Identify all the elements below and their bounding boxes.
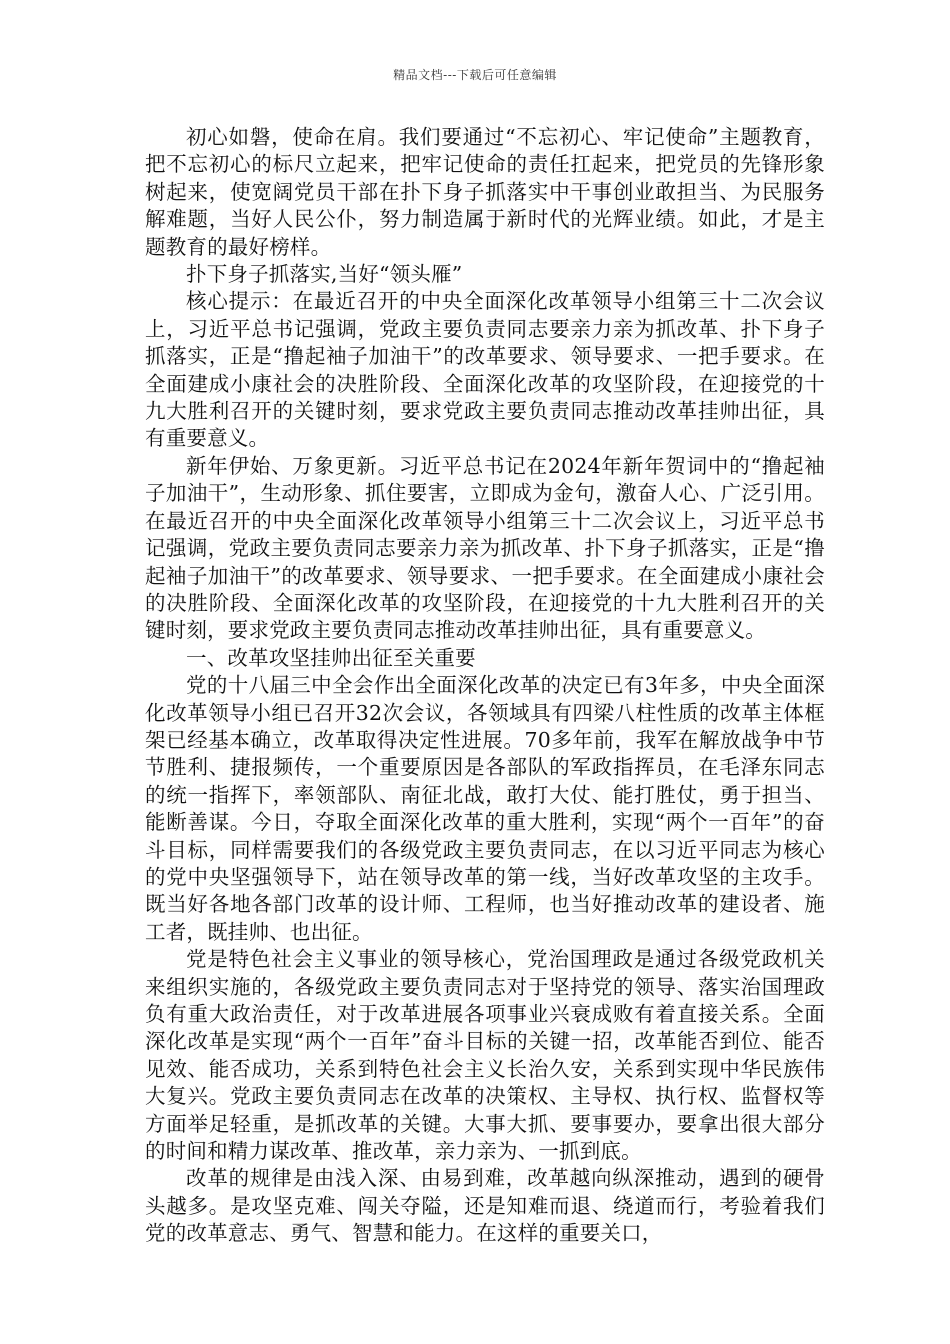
paragraph-reform-progress: 党的十八届三中全会作出全面深化改革的决定已有3年多，中央全面深化改革领导小组已召开32次会议，各领域具有四梁八柱性质的改革主体框架已经基本确立，改革取得决定性进展。70多年前，我军在解放战争中节节胜利、捷报频传，一个重要原因是各部队的军政指挥员，在毛泽东同志的统一指挥下，率领部队、南征北战，敢打大仗、能打胜仗，勇于担当、能断善谋。今日，夺取全面深化改革的重大胜利，实现“两个一百年”的奋斗目标，同样需要我们的各级党政主要负责同志，在以习近平同志为核心的党中央坚强领导下，站在领导改革的第一线，当好改革攻坚的主攻手。既当好各地各部门改革的设计师、工程师，也当好推动改革的建设者、施工者，既挂帅、也出征。 (145, 673, 825, 944)
section-heading-1: 一、改革攻坚挂帅出征至关重要 (186, 645, 476, 670)
paragraph-party-leadership: 党是特色社会主义事业的领导核心，党治国理政是通过各级党政机关来组织实施的，各级党政主要负责同志对于坚持党的领导、落实治国理政负有重大政治责任，对于改革进展各项事业兴衰成败有着直接关系。全面深化改革是实现“两个一百年”奋斗目标的关键一招，改革能否到位、能否见效、能否成功，关系到特色社会主义长治久安，关系到实现中华民族伟大复兴。党政主要负责同志在改革的决策权、主导权、执行权、监督权等方面举足轻重，是抓改革的关键。大事大抓、要事要办，要拿出很大部分的时间和精力谋改革、推改革，亲力亲为、一抓到底。 (145, 947, 825, 1164)
paragraph-reform-law: 改革的规律是由浅入深、由易到难，改革越向纵深推动，遇到的硬骨头越多。是攻坚克难、闯关夺隘，还是知难而退、绕道而行，考验着我们党的改革意志、勇气、智慧和能力。在这样的重要关口， (145, 1166, 825, 1246)
paragraph-new-year: 新年伊始、万象更新。习近平总书记在2024年新年贺词中的“撸起袖子加油干”，生动形象、抓住要害，立即成为金句，激奋人心、广泛引用。在最近召开的中央全面深化改革领导小组第三十二次会议上，习近平总书记强调，党政主要负责同志要亲力亲为抓改革、扑下身子抓落实，正是“撸起袖子加油干”的改革要求、领导要求、一把手要求。在全面建成小康社会的决胜阶段、全面深化改革的攻坚阶段，在迎接党的十九大胜利召开的关键时刻，要求党政主要负责同志推动改革挂帅出征，具有重要意义。 (145, 453, 825, 643)
document-body (145, 124, 825, 1248)
paragraph-mission-intro: 初心如磐，使命在肩。我们要通过“不忘初心、牢记使命”主题教育，把不忘初心的标尺立起来，把牢记使命的责任扛起来，把党员的先锋形象树起来，使宽阔党员干部在扑下身子抓落实中干事创业敢担当、为民服务解难题，当好人民公仆，努力制造属于新时代的光辉业绩。如此，才是主题教育的最好榜样。 (145, 125, 825, 259)
paragraph-core-tip: 核心提示：在最近召开的中央全面深化改革领导小组第三十二次会议上，习近平总书记强调，党政主要负责同志要亲力亲为抓改革、扑下身子抓落实，正是“撸起袖子加油干”的改革要求、领导要求、一把手要求。在全面建成小康社会的决胜阶段、全面深化改革的攻坚阶段，在迎接党的十九大胜利召开的关键时刻，要求党政主要负责同志推动改革挂帅出征，具有重要意义。 (145, 289, 825, 451)
page-header: 精品文档---下载后可任意编辑 (393, 68, 557, 82)
section-title-lead-goose: 扑下身子抓落实,当好“领头雁” (186, 262, 463, 287)
